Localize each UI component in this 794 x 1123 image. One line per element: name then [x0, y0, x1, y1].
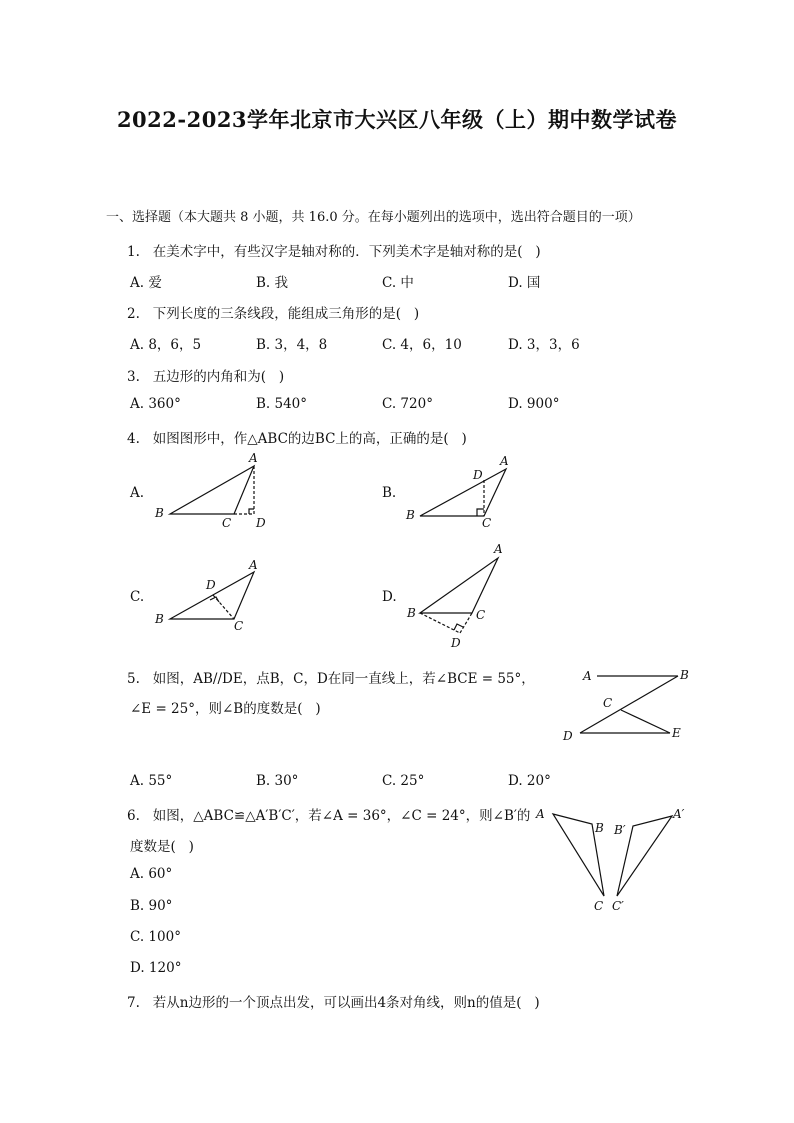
label-b: B: [155, 612, 164, 626]
figure-4a: [170, 466, 254, 514]
label-c: C: [234, 619, 244, 633]
figure-5: [580, 676, 678, 733]
option-d: D. 20°: [508, 773, 551, 789]
label-b: B: [406, 508, 415, 522]
label-b: B: [680, 668, 689, 682]
label-b: B: [407, 606, 416, 620]
figure-4d: [420, 558, 498, 633]
label-a-prime: A′: [673, 807, 685, 821]
label-b: B: [155, 506, 164, 520]
label-c: C: [594, 899, 604, 913]
option-a: A. 8，6，5: [130, 337, 202, 353]
question-number: 2.: [127, 306, 140, 322]
label-a: A: [500, 454, 509, 468]
option-b: B. 我: [256, 275, 289, 291]
label-e: E: [672, 726, 681, 740]
figure-6: [553, 814, 672, 896]
label-a: A: [583, 669, 592, 683]
question-6-line2: 度数是( ): [130, 839, 194, 855]
label-a: A: [494, 542, 503, 556]
option-b: B. 30°: [256, 773, 299, 789]
label-c: C: [482, 516, 492, 530]
section-heading: 一、选择题（本大题共 8 小题，共 16.0 分。在每小题列出的选项中，选出符合题目的一项）: [106, 210, 641, 225]
label-a: A: [249, 451, 258, 465]
option-d: D. 120°: [130, 960, 182, 976]
question-number: 1.: [127, 244, 140, 260]
label-a: A: [536, 807, 545, 821]
question-text: 五边形的内角和为( ): [152, 369, 285, 385]
option-b: B.: [382, 485, 397, 501]
option-d: D. 3，3，6: [508, 337, 580, 353]
label-a: A: [249, 558, 258, 572]
label-b-prime: B′: [614, 823, 626, 837]
question-text: 如图，AB//DE，点B，C，D在同一直线上，若∠BCE = 55°，: [152, 671, 535, 687]
question-5-line2: ∠E = 25°，则∠B的度数是( ): [130, 701, 321, 717]
option-c: C. 25°: [382, 773, 425, 789]
question-text: 在美术字中，有些汉字是轴对称的．下列美术字是轴对称的是( ): [152, 244, 541, 260]
question-text: 下列长度的三条线段，能组成三角形的是( ): [152, 306, 420, 322]
option-a: A.: [130, 485, 145, 501]
option-d: D. 国: [508, 275, 541, 291]
question-text: 如图，△ABC≌△A′B′C′，若∠A = 36°，∠C = 24°，则∠B′的: [152, 808, 531, 824]
option-c: C. 4，6，10: [382, 337, 462, 353]
option-d: D.: [382, 589, 397, 605]
question-number: 3.: [127, 369, 140, 385]
option-c: C. 720°: [382, 396, 433, 412]
label-d: D: [563, 729, 573, 743]
option-a: A. 爱: [130, 275, 162, 291]
option-a: A. 360°: [130, 396, 181, 412]
label-c: C: [222, 516, 232, 530]
option-b: B. 3，4，8: [256, 337, 328, 353]
option-c: C. 中: [382, 275, 414, 291]
question-number: 4.: [127, 431, 140, 447]
option-a: A. 55°: [130, 773, 173, 789]
question-text: 如图图形中，作△ABC的边BC上的高，正确的是( ): [152, 431, 467, 447]
question-number: 6.: [127, 808, 140, 824]
option-d: D. 900°: [508, 396, 560, 412]
page-title: 2022-2023学年北京市大兴区八年级（上）期中数学试卷: [116, 107, 678, 132]
option-b: B. 90°: [130, 898, 173, 914]
option-c: C.: [130, 589, 145, 605]
question-text: 若从n边形的一个顶点出发，可以画出4条对角线，则n的值是( ): [152, 995, 540, 1011]
label-c-prime: C′: [612, 899, 624, 913]
option-c: C. 100°: [130, 929, 181, 945]
question-number: 7.: [127, 995, 140, 1011]
option-a: A. 60°: [130, 866, 173, 882]
label-c: C: [476, 608, 486, 622]
label-c: C: [603, 696, 613, 710]
label-d: D: [206, 578, 216, 592]
label-d: D: [473, 468, 483, 482]
label-b: B: [595, 821, 604, 835]
question-number: 5.: [127, 671, 140, 687]
figure-4b: [420, 469, 506, 516]
figure-labels: [154, 451, 689, 913]
option-b: B. 540°: [256, 396, 308, 412]
label-d: D: [451, 636, 461, 650]
label-d: D: [256, 516, 266, 530]
